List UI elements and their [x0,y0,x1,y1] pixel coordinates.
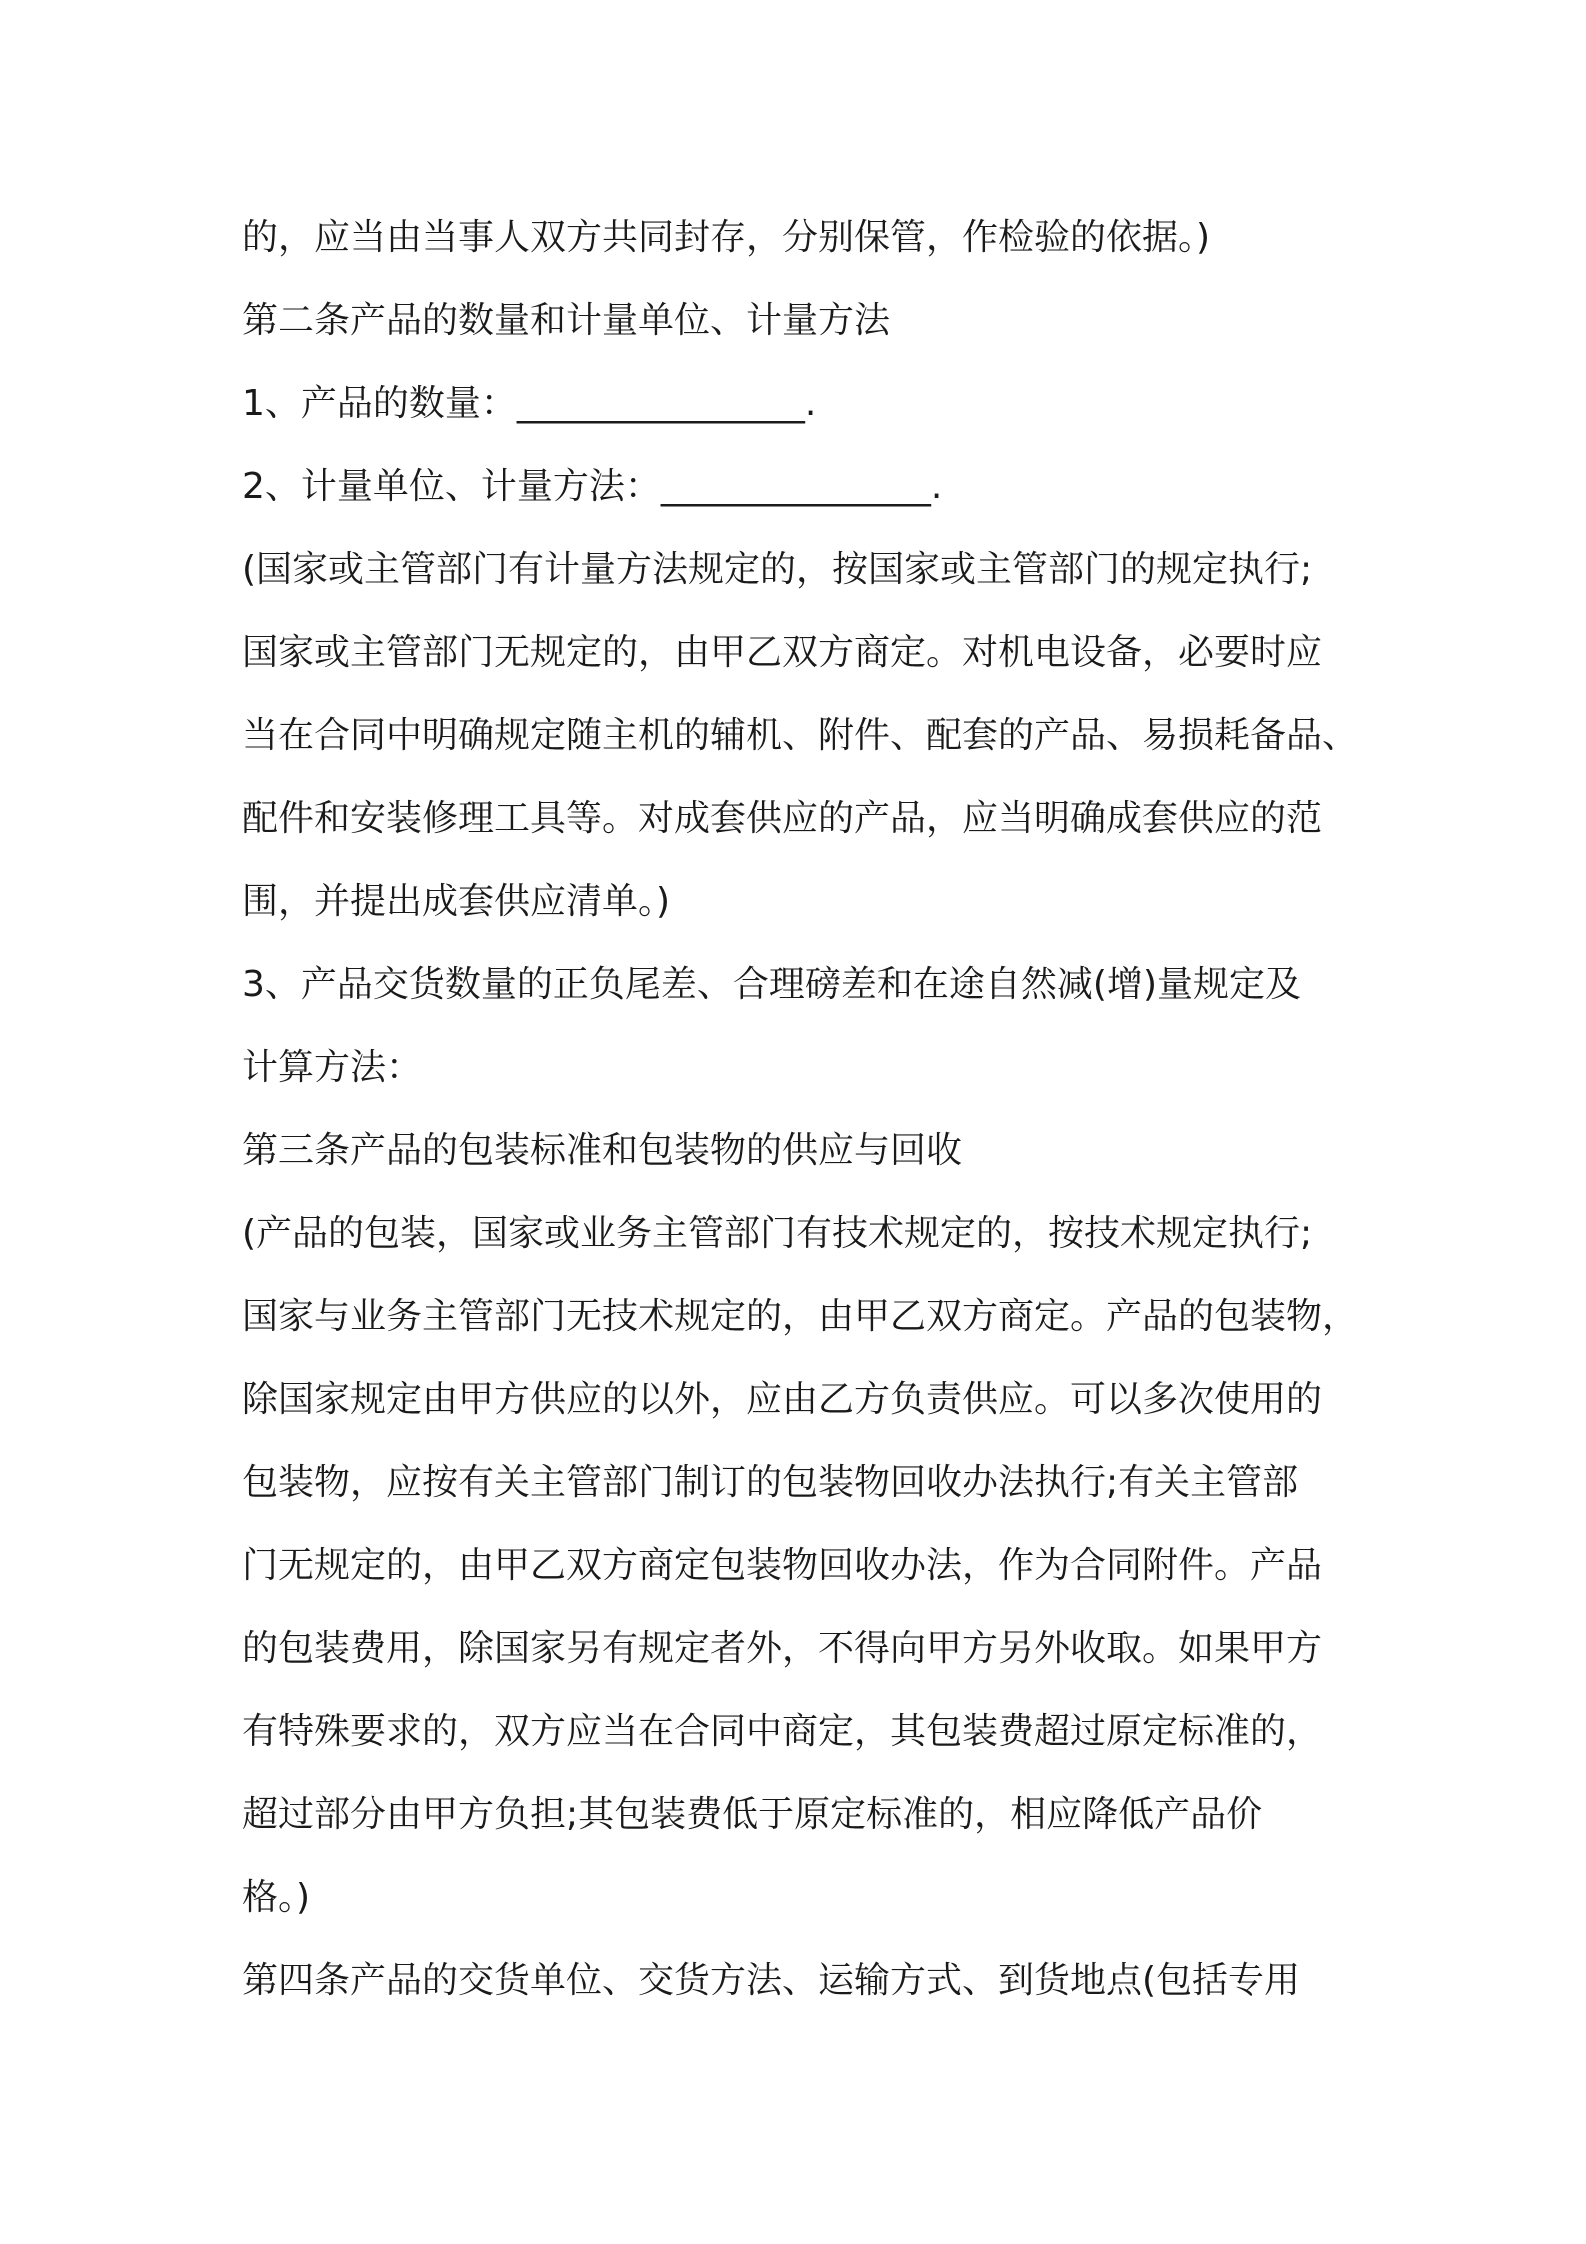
section-heading: 第四条产品的交货单位、交货方法、运输方式、到货地点(包括专用 [242,1960,1301,2001]
text-line: 围，并提出成套供应清单。) [242,881,671,922]
text-line: 国家或主管部门无规定的，由甲乙双方商定。对机电设备，必要时应 [242,632,1323,673]
text-line: 国家与业务主管部门无技术规定的，由甲乙双方商定。产品的包装物， [242,1296,1359,1337]
text-line: 包装物，应按有关主管部门制订的包装物回收办法执行;有关主管部 [242,1462,1299,1503]
text-line: 门无规定的，由甲乙双方商定包装物回收办法，作为合同附件。产品 [242,1545,1323,1586]
text-line: 的包装费用，除国家另有规定者外，不得向甲方另外收取。如果甲方 [242,1628,1323,1669]
text-line: 2、计量单位、计量方法：_______________. [242,466,943,507]
section-heading: 第二条产品的数量和计量单位、计量方法 [242,300,891,341]
text-line: 配件和安装修理工具等。对成套供应的产品，应当明确成套供应的范 [242,798,1323,839]
text-line: 3、产品交货数量的正负尾差、合理磅差和在途自然减(增)量规定及 [242,964,1301,1005]
text-line: (国家或主管部门有计量方法规定的，按国家或主管部门的规定执行; [242,549,1313,590]
text-line: 除国家规定由甲方供应的以外，应由乙方负责供应。可以多次使用的 [242,1379,1323,1420]
text-line: 1、产品的数量：________________. [242,383,817,424]
text-line: 超过部分由甲方负担;其包装费低于原定标准的，相应降低产品价 [242,1794,1263,1835]
document-body [242,196,1362,2022]
text-line: 有特殊要求的，双方应当在合同中商定，其包装费超过原定标准的， [242,1711,1323,1752]
text-line: 计算方法： [242,1047,423,1088]
text-line: 当在合同中明确规定随主机的辅机、附件、配套的产品、易损耗备品、 [242,715,1359,756]
text-line: (产品的包装，国家或业务主管部门有技术规定的，按技术规定执行; [242,1213,1313,1254]
text-line: 格。) [242,1877,311,1918]
text-line: 的，应当由当事人双方共同封存，分别保管，作检验的依据。) [242,217,1211,258]
section-heading: 第三条产品的包装标准和包装物的供应与回收 [242,1130,963,1171]
